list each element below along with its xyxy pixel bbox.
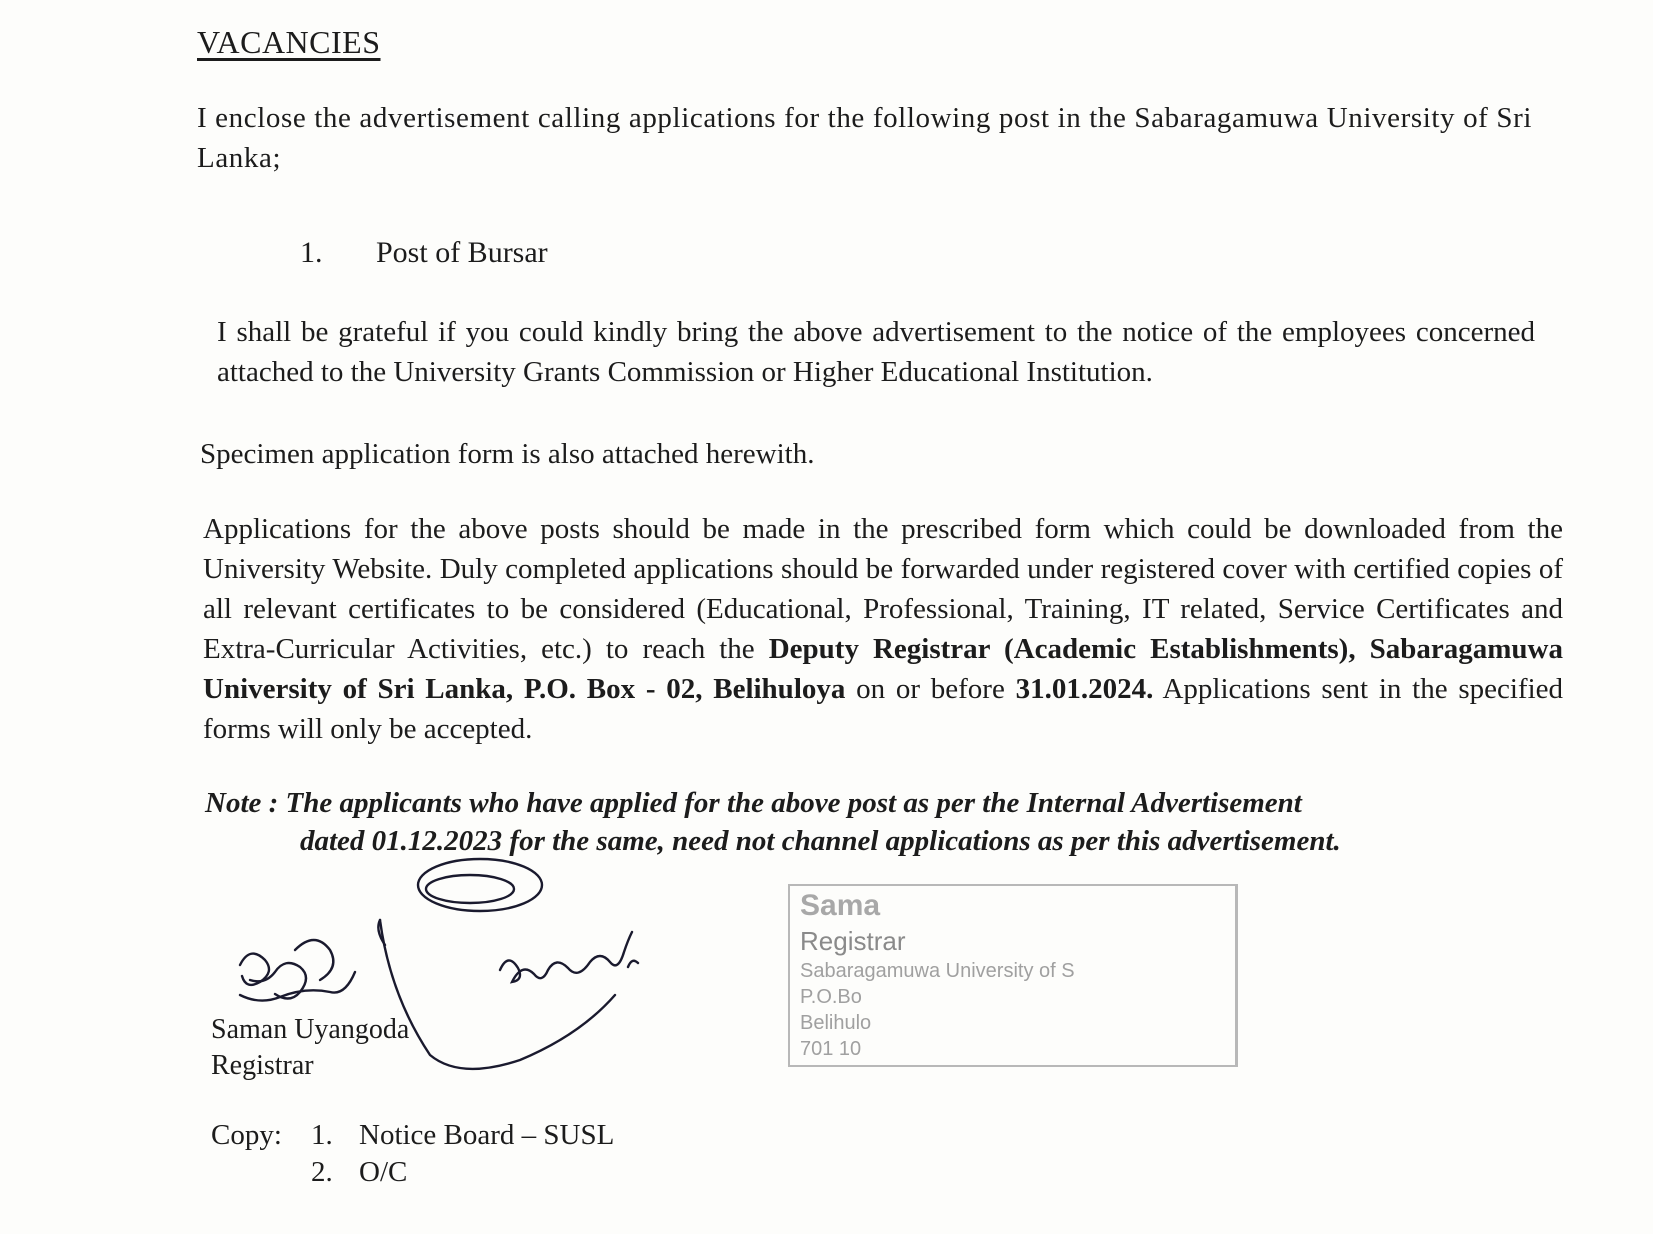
signatory-title: Registrar — [211, 1050, 314, 1081]
copy-label: Copy: — [211, 1119, 282, 1151]
signatory-name: Saman Uyangoda — [211, 1014, 410, 1045]
copy-item-2 — [211, 1154, 614, 1191]
applications-text-3: Applications sent in the specified forms will only be accepted. — [203, 673, 1563, 745]
intro-paragraph: I enclose the advertisement calling applications for the following post in the Sabaragamuwa University of Sri Lanka; — [197, 102, 1532, 174]
copy-item-number: 1. — [311, 1119, 333, 1151]
heading-vacancies: VACANCIES — [197, 24, 381, 60]
applications-text-1: Applications for the above posts should be made in the prescribed form which could be downloaded from the University Website. Duly completed applications should be forwarded under registered cover with certified copies of all relevant certificates to be considered (Educational, Professional, Training, IT related, Service Certificates and Extra-Curricular Activities, etc.) to reach the — [203, 513, 1563, 665]
stamp-city: Belihulo — [800, 1012, 872, 1034]
form-paragraph: Specimen application form is also attached herewith. — [200, 438, 815, 470]
note-line-1: Note : The applicants who have applied for the above post as per the Internal Advertisement — [205, 787, 1302, 819]
note-block — [205, 784, 1555, 860]
copy-list — [211, 1117, 614, 1191]
copy-item-text: O/C — [359, 1156, 408, 1188]
applications-paragraph — [203, 509, 1563, 749]
post-number: 1. — [300, 236, 323, 269]
stamp-name: Sama — [800, 889, 881, 922]
note-line-2: dated 01.12.2023 for the same, need not channel applications as per this advertisement. — [300, 825, 1341, 857]
signatory-block — [211, 1012, 409, 1084]
post-title: Post of Bursar — [376, 236, 548, 269]
deadline-date: 31.01.2024. — [1015, 673, 1154, 705]
address-bold: Deputy Registrar (Academic Establishments), Sabaragamuwa University of Sri Lanka, P.O. Box - 02, Belihuloya — [203, 633, 1563, 705]
stamp-university: Sabaragamuwa University of S — [800, 960, 1075, 982]
notice-paragraph: I shall be grateful if you could kindly bring the above advertisement to the notice of the employees concerned attached to the University Grants Commission or Higher Educational Institution. — [217, 316, 1535, 388]
copy-item-text: Notice Board – SUSL — [359, 1119, 615, 1151]
stamp-title: Registrar — [800, 926, 906, 956]
stamp-po-box: P.O.Bo — [800, 986, 862, 1008]
registrar-stamp — [788, 884, 1238, 1067]
stamp-postcode: 701 10 — [800, 1038, 862, 1060]
copy-item-1 — [211, 1117, 614, 1154]
copy-item-number: 2. — [311, 1156, 333, 1188]
posts-list-item — [300, 236, 548, 270]
applications-text-2: on or before — [845, 673, 1016, 705]
